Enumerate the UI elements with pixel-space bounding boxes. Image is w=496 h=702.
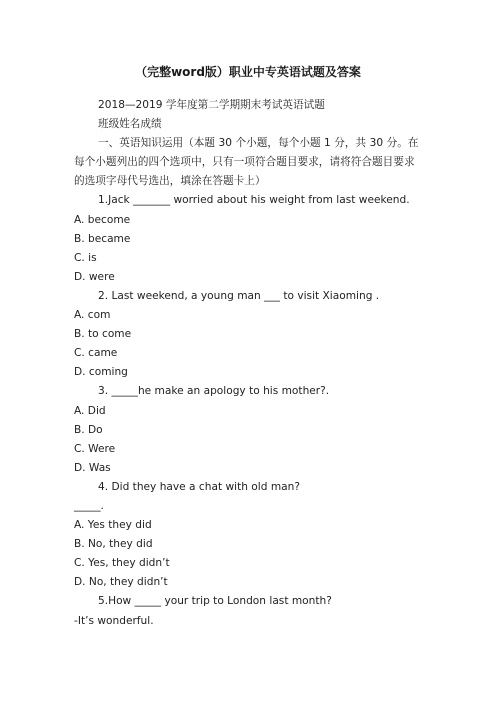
option-d: D. No, they didn’t	[74, 576, 168, 589]
option-a: A. Yes they did	[74, 519, 152, 532]
section-instructions: 一、英语知识运用（本题 30 个小题，每个小题 1 分，共 30 分。在每个小题列出的四个选项中，只有一项符合题目要求，请将符合题目要求的选项字母代号选出，填涂在答题卡上）	[74, 137, 419, 188]
option-a: A. com	[74, 309, 111, 322]
question-response: -It’s wonderful.	[74, 614, 154, 627]
option-d: D. Was	[74, 461, 111, 474]
answer-blank: _____.	[74, 499, 104, 512]
question-stem: 2. Last weekend, a young man ___ to visit Xiaoming .	[98, 289, 380, 302]
question-stem: 5.How _____ your trip to London last month?	[98, 595, 332, 608]
option-b: B. No, they did	[74, 538, 153, 551]
option-d: D. coming	[74, 366, 128, 379]
option-c: C. is	[74, 251, 97, 264]
option-a: A. become	[74, 213, 131, 226]
option-b: B. became	[74, 232, 131, 245]
document-body	[74, 96, 424, 631]
document-title: （完整word版）职业中专英语试题及答案	[135, 65, 361, 79]
option-d: D. were	[74, 270, 115, 283]
class-name-score-line: 班级姓名成绩	[98, 118, 162, 131]
question-stem: 1.Jack _______ worried about his weight from last weekend.	[98, 194, 410, 207]
option-b: B. Do	[74, 423, 103, 436]
option-c: C. Yes, they didn’t	[74, 557, 170, 570]
option-a: A. Did	[74, 404, 106, 417]
option-c: C. came	[74, 347, 118, 360]
option-b: B. to come	[74, 328, 132, 341]
question-stem: 4. Did they have a chat with old man?	[98, 480, 300, 493]
exam-year-line: 2018—2019 学年度第二学期期末考试英语试题	[98, 99, 325, 111]
option-c: C. Were	[74, 442, 116, 455]
question-stem: 3. _____he make an apology to his mother?.	[98, 385, 330, 398]
